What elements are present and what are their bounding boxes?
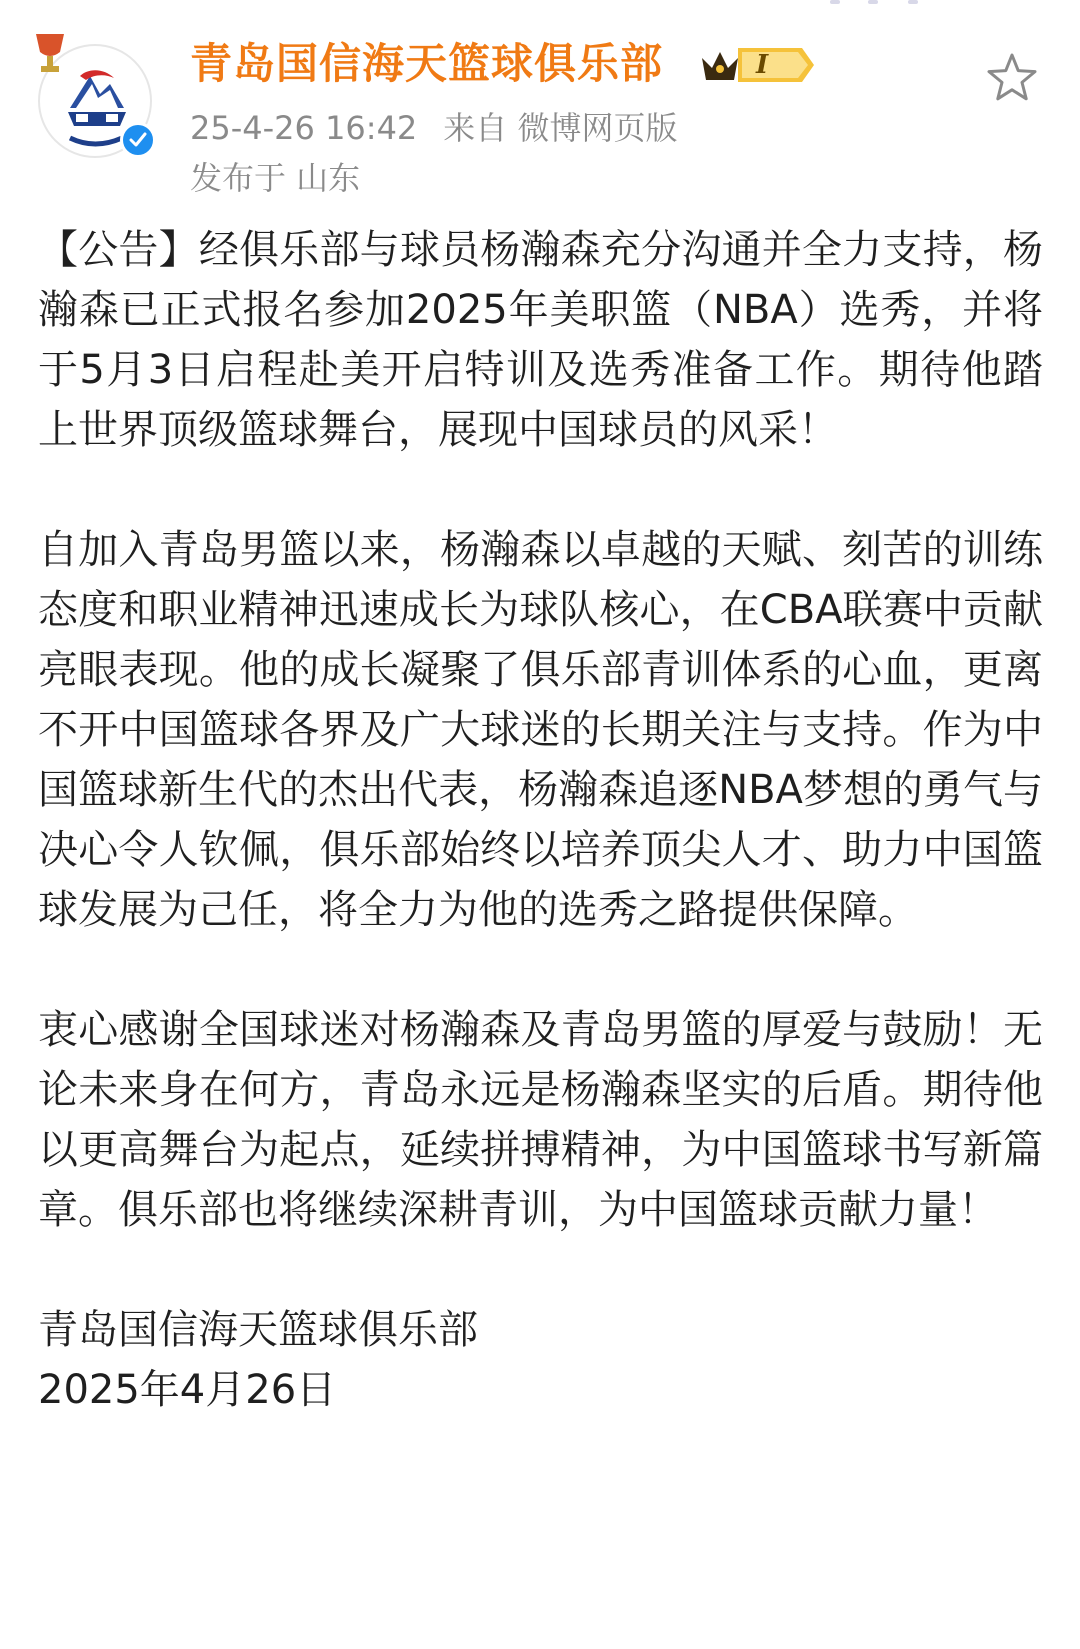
favorite-button[interactable] <box>984 50 1040 106</box>
level-label: I <box>756 50 769 80</box>
signature-org: 青岛国信海天篮球俱乐部 <box>38 1307 478 1353</box>
post-header <box>0 0 1080 200</box>
post-source: 来自 微博网页版 <box>443 109 678 147</box>
post-paragraph: 衷心感谢全国球迷对杨瀚森及青岛男篮的厚爱与鼓励！无论未来身在何方，青岛永远是杨瀚森坚实的后盾。期待他以更高舞台为起点，延续拼搏精神，为中国篮球书写新篇章。俱乐部也将继续深耕青训，为中国篮球贡献力量！ <box>38 1007 1043 1233</box>
post-location: 发布于 山东 <box>190 159 361 197</box>
post-timestamp[interactable]: 25-4-26 16:42 <box>190 109 418 147</box>
post-meta <box>190 108 677 148</box>
star-outline-icon <box>984 50 1040 106</box>
author-name[interactable]: 青岛国信海天篮球俱乐部 <box>190 39 664 88</box>
signature-date: 2025年4月26日 <box>38 1367 337 1413</box>
post-paragraph: 自加入青岛男篮以来，杨瀚森以卓越的天赋、刻苦的训练态度和职业精神迅速成长为球队核心，在CBA联赛中贡献亮眼表现。他的成长凝聚了俱乐部青训体系的心血，更离不开中国篮球各界及广大球迷的长期关注与支持。作为中国篮球新生代的杰出代表，杨瀚森追逐NBA梦想的勇气与决心令人钦佩，俱乐部始终以培养顶尖人才、助力中国篮球发展为己任，将全力为他的选秀之路提供保障。 <box>38 527 1043 933</box>
trophy-icon <box>30 30 70 74</box>
verified-check-icon <box>120 122 156 158</box>
level-badge[interactable] <box>698 42 816 88</box>
post-paragraph: 【公告】经俱乐部与球员杨瀚森充分沟通并全力支持，杨瀚森已正式报名参加2025年美职篮（NBA）选秀，并将于5月3日启程赴美开启特训及选秀准备工作。期待他踏上世界顶级篮球舞台，展现中国球员的风采！ <box>38 227 1043 453</box>
post-body <box>38 220 1043 1420</box>
avatar[interactable] <box>30 30 154 154</box>
